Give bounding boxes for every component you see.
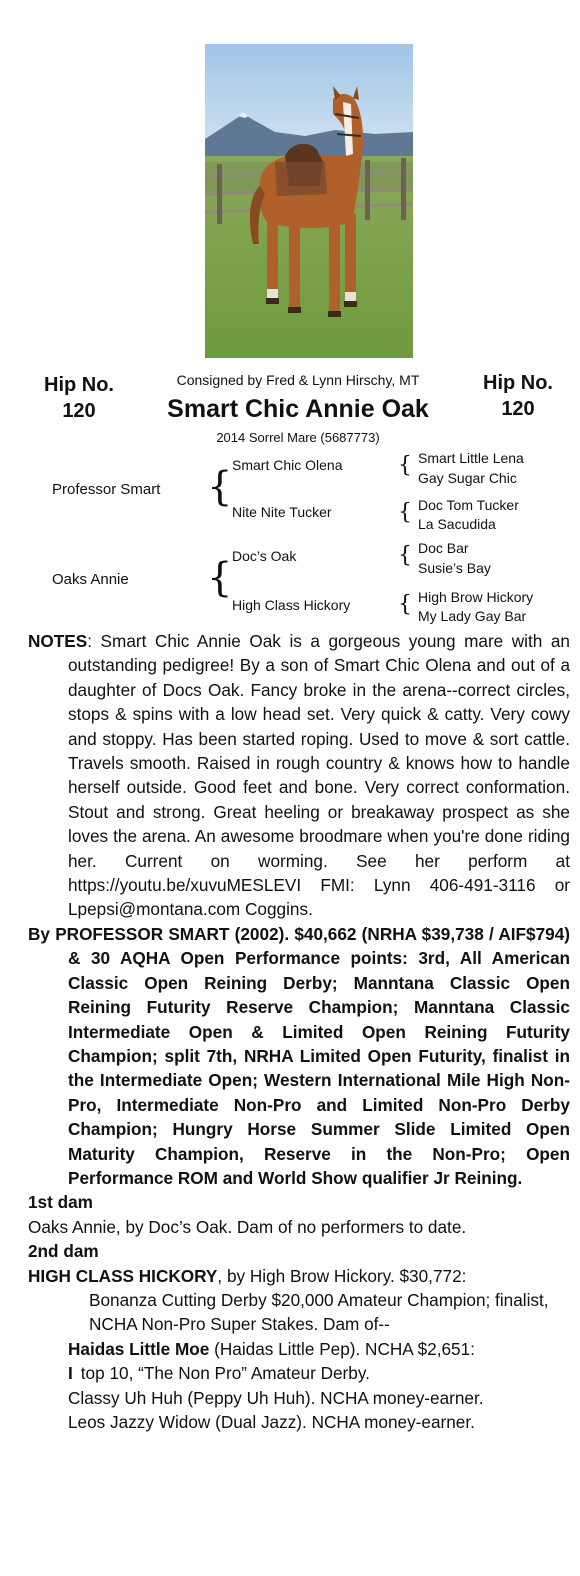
second-dam-heading: 2nd dam	[28, 1241, 99, 1262]
hip-number-right	[463, 370, 573, 422]
produce-name: Haidas Little Moe	[68, 1338, 210, 1359]
brace-icon: {	[207, 555, 233, 601]
horse-photo-illustration	[205, 44, 413, 358]
pedigree-sire-sire: Smart Chic Olena	[232, 457, 343, 473]
brace-icon: {	[398, 453, 412, 478]
pedigree-sire-dam-sire: Doc Tom Tucker	[418, 497, 519, 513]
pedigree-sire-sire-dam: Gay Sugar Chic	[418, 470, 517, 486]
second-dam-record: Bonanza Cutting Derby $20,000 Amateur Champion; finalist, NCHA Non-Pro Super Stakes. Dam of--	[89, 1289, 549, 1335]
pedigree-dam-sire: Doc’s Oak	[232, 548, 297, 564]
produce-item	[28, 1410, 570, 1434]
first-dam-heading: 1st dam	[28, 1192, 93, 1213]
pedigree-sire: Professor Smart	[52, 481, 161, 498]
produce-item	[28, 1386, 570, 1410]
produce-item	[28, 1361, 570, 1385]
produce-name: Leos Jazzy Widow	[68, 1412, 211, 1432]
pedigree-sire-dam: Nite Nite Tucker	[232, 504, 332, 520]
pedigree-dam-sire-dam: Susie’s Bay	[418, 560, 491, 576]
pedigree-dam-sire-sire: Doc Bar	[418, 540, 469, 556]
produce-item	[28, 1337, 570, 1361]
second-dam-text: , by High Brow Hickory. $30,772:	[217, 1265, 467, 1286]
produce-text: (Dual Jazz). NCHA money-earner.	[210, 1412, 475, 1432]
produce-text: top 10, “The Non Pro” Amateur Derby.	[80, 1363, 370, 1384]
produce-text: (Peppy Uh Huh). NCHA money-earner.	[182, 1387, 484, 1408]
hip-number-left	[24, 372, 134, 424]
hip-number: 120	[62, 400, 96, 422]
brace-icon: {	[398, 543, 412, 568]
hip-label: Hip No.	[44, 374, 114, 396]
pedigree-sire-dam-dam: La Sacudida	[418, 516, 496, 532]
horse-photo	[205, 44, 413, 358]
horse-description: 2014 Sorrel Mare (5687773)	[216, 430, 380, 445]
brace-icon: {	[398, 500, 412, 525]
brace-icon: {	[207, 464, 233, 510]
catalog-body	[28, 629, 570, 1434]
pedigree-sire-sire-sire: Smart Little Lena	[418, 450, 524, 466]
notes-paragraph	[28, 629, 570, 922]
produce-marker: I	[68, 1363, 73, 1384]
second-dam-line	[28, 1264, 570, 1288]
produce-text: (Haidas Little Pep). NCHA $2,651:	[209, 1338, 475, 1359]
notes-label: NOTES	[28, 631, 88, 651]
notes-text: : Smart Chic Annie Oak is a gorgeous young mare with an outstanding pedigree! By a son of Smart Chic Olena and out of a daughter of Docs Oak. Fancy broke in the arena--correct circles, stops & spins with a low head set. Very quick & catty. Very cowy and stoppy. Has been started roping. Used to move & sort cattle. Travels smooth. Raised in rough country & knows how to handle herself outside. Good feet and bone. Very correct conformation. Stout and strong. Great heeling or breakaway prospect as she loves the arena. An awesome broodmare when you're done riding her. Current on worming. See her perform at https://youtu.be/xuvuMESLEVI FMI: Lynn 406-491-3116 or Lpepsi@montana.com Coggins.	[68, 631, 570, 920]
consigned-by: Consigned by Fred & Lynn Hirschy, MT	[176, 372, 420, 388]
hip-number: 120	[501, 398, 535, 420]
second-dam-name: HIGH CLASS HICKORY	[28, 1265, 218, 1286]
hip-label: Hip No.	[483, 372, 553, 394]
horse-name: Smart Chic Annie Oak	[167, 395, 429, 423]
first-dam-text: Oaks Annie, by Doc’s Oak. Dam of no performers to date.	[28, 1216, 467, 1237]
brace-icon: {	[398, 592, 412, 617]
pedigree-dam: Oaks Annie	[52, 571, 129, 588]
pedigree-dam-dam-sire: High Brow Hickory	[418, 589, 534, 605]
produce-name: Classy Uh Huh	[68, 1387, 183, 1408]
pedigree-dam-dam: High Class Hickory	[232, 597, 351, 613]
pedigree-dam-dam-dam: My Lady Gay Bar	[418, 608, 527, 624]
sire-record: By PROFESSOR SMART (2002). $40,662 (NRHA $39,738 / AIF$794) & 30 AQHA Open Performance points: 3rd, All American Classic Open Reining Derby; Manntana Classic Open Reining Futurity Reserve Champion; Manntana Classic Intermediate Open & Limited Open Reining Futurity Champion; split 7th, NRHA Limited Open Futurity, finalist in the Intermediate Open; Western International Mile High Non-Pro, Intermediate Non-Pro and Limited Non-Pro Derby Champion; Hungry Horse Summer Slide Limited Open Maturity Champion, Reserve in the Non-Pro; Open Performance ROM and World Show qualifier Jr Reining.	[28, 923, 570, 1188]
